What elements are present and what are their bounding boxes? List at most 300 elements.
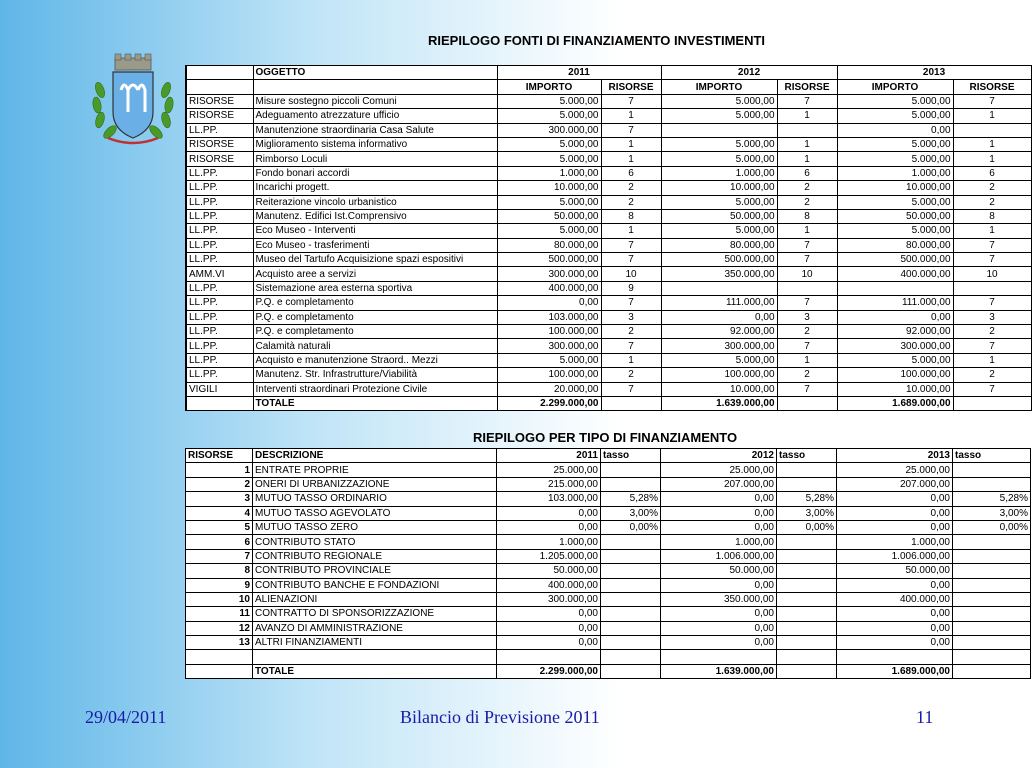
row-value-2013: 0,00	[837, 607, 953, 621]
table-row	[186, 296, 1031, 310]
row-importo-2013: 10.000,00	[837, 382, 953, 396]
row-risorse-2012: 2	[777, 195, 837, 209]
row-oggetto: Rimborso Loculi	[253, 152, 497, 166]
row-value-2011: 0,00	[497, 607, 601, 621]
row-importo-2011: 10.000,00	[497, 181, 601, 195]
table-row	[186, 592, 1031, 606]
row-importo-2012: 5.000,00	[661, 137, 777, 151]
row-value-2012: 50.000,00	[661, 564, 777, 578]
row-tasso-2011	[601, 578, 661, 592]
row-importo-2011: 5.000,00	[497, 94, 601, 108]
row-oggetto: Misure sostegno piccoli Comuni	[253, 94, 497, 108]
row-value-2012: 0,00	[661, 520, 777, 534]
row-importo-2012: 80.000,00	[661, 238, 777, 252]
row-value-2012: 0,00	[661, 578, 777, 592]
row-risorse-2012: 3	[777, 310, 837, 324]
row-risorse-2013: 1	[953, 137, 1031, 151]
row-importo-2012: 50.000,00	[661, 209, 777, 223]
table-row	[186, 195, 1031, 209]
row-number: 5	[186, 520, 253, 534]
row-importo-2011: 0,00	[497, 296, 601, 310]
table-row	[186, 463, 1031, 477]
row-tasso-2011	[601, 549, 661, 563]
row-value-2012: 207.000,00	[661, 477, 777, 491]
row-risorse-2013	[953, 281, 1031, 295]
row-risorse-2013: 1	[953, 353, 1031, 367]
row-value-2013: 207.000,00	[837, 477, 953, 491]
row-value-2011: 0,00	[497, 621, 601, 635]
row-tasso-2011	[601, 535, 661, 549]
row-importo-2012: 0,00	[661, 310, 777, 324]
row-risorse-2011: 2	[601, 368, 661, 382]
row-importo-2011: 300.000,00	[497, 339, 601, 353]
total-label: TOTALE	[253, 664, 497, 678]
row-importo-2011: 5.000,00	[497, 109, 601, 123]
header-tasso: tasso	[777, 449, 837, 463]
row-risorse-2013: 3	[953, 310, 1031, 324]
row-tasso-2012	[777, 477, 837, 491]
row-risorse-2011: 2	[601, 195, 661, 209]
row-importo-2013: 80.000,00	[837, 238, 953, 252]
row-risorse-2013: 7	[953, 382, 1031, 396]
row-risorse-2012: 7	[777, 94, 837, 108]
row-importo-2011: 100.000,00	[497, 368, 601, 382]
row-value-2012: 0,00	[661, 607, 777, 621]
table-row	[186, 549, 1031, 563]
row-value-2012: 350.000,00	[661, 592, 777, 606]
row-oggetto: Miglioramento sistema informativo	[253, 137, 497, 151]
row-oggetto: Acquisto e manutenzione Straord.. Mezzi	[253, 353, 497, 367]
header-year-2011: 2011	[497, 66, 661, 80]
total-2013: 1.689.000,00	[837, 664, 953, 678]
table-row	[186, 238, 1031, 252]
row-tasso-2013	[953, 477, 1031, 491]
row-risorse-2013: 2	[953, 195, 1031, 209]
row-number: 7	[186, 549, 253, 563]
row-importo-2011: 100.000,00	[497, 325, 601, 339]
row-tasso-2012	[777, 636, 837, 650]
row-value-2013: 25.000,00	[837, 463, 953, 477]
row-number: 12	[186, 621, 253, 635]
row-tipo: LL.PP.	[186, 209, 253, 223]
table-row	[186, 535, 1031, 549]
row-oggetto: P.Q. e completamento	[253, 296, 497, 310]
row-importo-2011: 5.000,00	[497, 195, 601, 209]
header-year-2012: 2012	[661, 66, 837, 80]
row-value-2011: 400.000,00	[497, 578, 601, 592]
spacer-cell	[601, 650, 661, 664]
row-risorse-2011: 7	[601, 94, 661, 108]
row-descrizione: ENTRATE PROPRIE	[253, 463, 497, 477]
row-importo-2011: 103.000,00	[497, 310, 601, 324]
row-risorse-2013: 2	[953, 368, 1031, 382]
row-tasso-2013	[953, 578, 1031, 592]
total-blank	[186, 664, 253, 678]
row-tipo: RISORSE	[186, 152, 253, 166]
row-tipo: LL.PP.	[186, 281, 253, 295]
row-risorse-2013: 7	[953, 339, 1031, 353]
header-row-years	[186, 66, 1031, 80]
row-descrizione: CONTRATTO DI SPONSORIZZAZIONE	[253, 607, 497, 621]
row-tasso-2013: 3,00%	[953, 506, 1031, 520]
table-row	[186, 353, 1031, 367]
total-label: TOTALE	[253, 396, 497, 410]
row-risorse-2013: 6	[953, 166, 1031, 180]
header-risorse: RISORSE	[186, 449, 253, 463]
table-row	[186, 607, 1031, 621]
row-importo-2012: 5.000,00	[661, 353, 777, 367]
total-blank	[953, 664, 1031, 678]
row-descrizione: MUTUO TASSO ZERO	[253, 520, 497, 534]
row-tasso-2013	[953, 549, 1031, 563]
row-risorse-2012: 2	[777, 368, 837, 382]
row-oggetto: Eco Museo - Interventi	[253, 224, 497, 238]
row-number: 4	[186, 506, 253, 520]
row-importo-2011: 5.000,00	[497, 353, 601, 367]
row-number: 2	[186, 477, 253, 491]
row-value-2012: 1.000,00	[661, 535, 777, 549]
row-tasso-2012: 3,00%	[777, 506, 837, 520]
header-descrizione: DESCRIZIONE	[253, 449, 497, 463]
row-tipo: LL.PP.	[186, 353, 253, 367]
row-tipo: LL.PP.	[186, 123, 253, 137]
row-importo-2011: 300.000,00	[497, 123, 601, 137]
row-oggetto: Acquisto aree a servizi	[253, 267, 497, 281]
table-row	[186, 477, 1031, 491]
header-importo: IMPORTO	[661, 80, 777, 94]
row-risorse-2012: 6	[777, 166, 837, 180]
row-risorse-2013: 7	[953, 94, 1031, 108]
row-importo-2013: 400.000,00	[837, 267, 953, 281]
table-row	[186, 281, 1031, 295]
row-risorse-2011: 7	[601, 296, 661, 310]
row-value-2013: 0,00	[837, 492, 953, 506]
row-importo-2011: 1.000,00	[497, 166, 601, 180]
row-value-2013: 400.000,00	[837, 592, 953, 606]
total-blank	[186, 396, 253, 410]
row-importo-2013: 5.000,00	[837, 109, 953, 123]
row-importo-2012: 5.000,00	[661, 94, 777, 108]
row-importo-2011: 80.000,00	[497, 238, 601, 252]
row-tasso-2013	[953, 621, 1031, 635]
header-tasso: tasso	[601, 449, 661, 463]
row-value-2013: 1.000,00	[837, 535, 953, 549]
table-row	[186, 166, 1031, 180]
row-risorse-2013: 7	[953, 238, 1031, 252]
spacer-cell	[186, 650, 253, 664]
row-risorse-2011: 10	[601, 267, 661, 281]
row-descrizione: CONTRIBUTO STATO	[253, 535, 497, 549]
row-risorse-2011: 8	[601, 209, 661, 223]
row-importo-2012: 92.000,00	[661, 325, 777, 339]
row-tasso-2012	[777, 621, 837, 635]
row-risorse-2012: 10	[777, 267, 837, 281]
row-risorse-2013: 7	[953, 253, 1031, 267]
row-risorse-2011: 2	[601, 181, 661, 195]
row-tasso-2013	[953, 636, 1031, 650]
row-value-2013: 0,00	[837, 578, 953, 592]
row-risorse-2011: 1	[601, 152, 661, 166]
table-row	[186, 123, 1031, 137]
row-oggetto: Adeguamento atrezzature ufficio	[253, 109, 497, 123]
row-value-2012: 1.006.000,00	[661, 549, 777, 563]
row-importo-2011: 5.000,00	[497, 152, 601, 166]
table-row	[186, 253, 1031, 267]
row-risorse-2011: 7	[601, 253, 661, 267]
row-value-2013: 0,00	[837, 520, 953, 534]
investment-sources-table	[185, 65, 1032, 411]
row-descrizione: ALIENAZIONI	[253, 592, 497, 606]
row-risorse-2011: 1	[601, 109, 661, 123]
row-number: 10	[186, 592, 253, 606]
row-importo-2011: 20.000,00	[497, 382, 601, 396]
row-tasso-2011	[601, 621, 661, 635]
row-tipo: LL.PP.	[186, 181, 253, 195]
table-row	[186, 109, 1031, 123]
row-tipo: LL.PP.	[186, 296, 253, 310]
row-importo-2012: 10.000,00	[661, 181, 777, 195]
table-row	[186, 224, 1031, 238]
total-row	[186, 664, 1031, 678]
row-value-2011: 0,00	[497, 636, 601, 650]
row-importo-2012: 5.000,00	[661, 224, 777, 238]
total-2013: 1.689.000,00	[837, 396, 953, 410]
row-importo-2012: 10.000,00	[661, 382, 777, 396]
header-year-2012: 2012	[661, 449, 777, 463]
row-number: 9	[186, 578, 253, 592]
row-risorse-2012: 1	[777, 353, 837, 367]
header-risorse: RISORSE	[777, 80, 837, 94]
spacer-cell	[253, 650, 497, 664]
row-risorse-2012: 7	[777, 339, 837, 353]
row-tasso-2013	[953, 607, 1031, 621]
row-oggetto: Eco Museo - trasferimenti	[253, 238, 497, 252]
row-importo-2013	[837, 281, 953, 295]
row-importo-2011: 5.000,00	[497, 137, 601, 151]
table-row	[186, 506, 1031, 520]
spacer-cell	[661, 650, 777, 664]
footer-title: Bilancio di Previsione 2011	[400, 707, 600, 727]
row-importo-2013: 0,00	[837, 310, 953, 324]
row-tipo: VIGILI	[186, 382, 253, 396]
row-tasso-2013: 0,00%	[953, 520, 1031, 534]
row-risorse-2013: 8	[953, 209, 1031, 223]
row-number: 1	[186, 463, 253, 477]
row-importo-2012: 111.000,00	[661, 296, 777, 310]
row-risorse-2013: 2	[953, 325, 1031, 339]
row-importo-2013: 500.000,00	[837, 253, 953, 267]
table-row	[186, 368, 1031, 382]
row-importo-2012: 5.000,00	[661, 109, 777, 123]
table-row	[186, 325, 1031, 339]
row-risorse-2011: 3	[601, 310, 661, 324]
row-tasso-2013	[953, 564, 1031, 578]
row-risorse-2012	[777, 123, 837, 137]
row-importo-2012: 300.000,00	[661, 339, 777, 353]
row-oggetto: Sistemazione area esterna sportiva	[253, 281, 497, 295]
row-risorse-2012: 2	[777, 325, 837, 339]
header-year-2013: 2013	[837, 66, 1031, 80]
footer-date: 29/04/2011	[85, 707, 167, 727]
row-risorse-2011: 7	[601, 339, 661, 353]
row-importo-2013: 100.000,00	[837, 368, 953, 382]
row-value-2013: 1.006.000,00	[837, 549, 953, 563]
row-oggetto: Fondo bonari accordi	[253, 166, 497, 180]
row-tasso-2013	[953, 535, 1031, 549]
row-oggetto: P.Q. e completamento	[253, 325, 497, 339]
spacer-cell	[953, 650, 1031, 664]
row-number: 11	[186, 607, 253, 621]
row-descrizione: AVANZO DI AMMINISTRAZIONE	[253, 621, 497, 635]
row-value-2011: 0,00	[497, 506, 601, 520]
row-descrizione: MUTUO TASSO AGEVOLATO	[253, 506, 497, 520]
row-tipo: LL.PP.	[186, 253, 253, 267]
row-importo-2011: 400.000,00	[497, 281, 601, 295]
row-importo-2013: 10.000,00	[837, 181, 953, 195]
row-tipo: LL.PP.	[186, 224, 253, 238]
spacer-row	[186, 650, 1031, 664]
total-blank	[777, 396, 837, 410]
row-importo-2012: 100.000,00	[661, 368, 777, 382]
row-importo-2013: 111.000,00	[837, 296, 953, 310]
row-risorse-2012: 1	[777, 152, 837, 166]
row-tasso-2013	[953, 463, 1031, 477]
header-year-2013: 2013	[837, 449, 953, 463]
row-tipo: RISORSE	[186, 94, 253, 108]
row-number: 3	[186, 492, 253, 506]
municipal-coat-of-arms-logo	[88, 50, 178, 150]
row-risorse-2011: 9	[601, 281, 661, 295]
row-risorse-2012: 8	[777, 209, 837, 223]
row-risorse-2012: 1	[777, 224, 837, 238]
table-row	[186, 94, 1031, 108]
row-oggetto: Reiterazione vincolo urbanistico	[253, 195, 497, 209]
row-tasso-2011	[601, 463, 661, 477]
row-importo-2012	[661, 281, 777, 295]
header-blank-cell	[253, 80, 497, 94]
total-2012: 1.639.000,00	[661, 664, 777, 678]
row-value-2011: 50.000,00	[497, 564, 601, 578]
header-blank-cell	[186, 66, 253, 80]
row-value-2011: 25.000,00	[497, 463, 601, 477]
title-tipo-finanziamento: RIEPILOGO PER TIPO DI FINANZIAMENTO	[473, 430, 738, 445]
header-risorse: RISORSE	[601, 80, 661, 94]
total-2011: 2.299.000,00	[497, 396, 601, 410]
row-importo-2013: 5.000,00	[837, 94, 953, 108]
row-importo-2013: 5.000,00	[837, 195, 953, 209]
table-row	[186, 339, 1031, 353]
row-tasso-2011	[601, 607, 661, 621]
header-row-sub	[186, 80, 1031, 94]
tipo-header-row	[186, 449, 1031, 463]
row-number: 8	[186, 564, 253, 578]
row-risorse-2012: 7	[777, 296, 837, 310]
row-importo-2013: 1.000,00	[837, 166, 953, 180]
row-descrizione: CONTRIBUTO REGIONALE	[253, 549, 497, 563]
row-value-2012: 0,00	[661, 492, 777, 506]
row-tipo: RISORSE	[186, 137, 253, 151]
row-importo-2012: 5.000,00	[661, 152, 777, 166]
table-row	[186, 578, 1031, 592]
header-risorse: RISORSE	[953, 80, 1031, 94]
row-tipo: LL.PP.	[186, 310, 253, 324]
row-risorse-2013: 2	[953, 181, 1031, 195]
row-tasso-2011: 5,28%	[601, 492, 661, 506]
row-oggetto: P.Q. e completamento	[253, 310, 497, 324]
row-value-2011: 103.000,00	[497, 492, 601, 506]
row-risorse-2011: 7	[601, 382, 661, 396]
table-row	[186, 621, 1031, 635]
spacer-cell	[837, 650, 953, 664]
row-value-2013: 0,00	[837, 506, 953, 520]
row-value-2011: 1.000,00	[497, 535, 601, 549]
header-year-2011: 2011	[497, 449, 601, 463]
row-value-2013: 0,00	[837, 636, 953, 650]
spacer-cell	[497, 650, 601, 664]
row-tipo: LL.PP.	[186, 238, 253, 252]
row-tasso-2011	[601, 477, 661, 491]
row-importo-2013: 50.000,00	[837, 209, 953, 223]
row-value-2011: 1.205.000,00	[497, 549, 601, 563]
total-2012: 1.639.000,00	[661, 396, 777, 410]
row-value-2013: 0,00	[837, 621, 953, 635]
row-value-2012: 0,00	[661, 621, 777, 635]
total-blank	[601, 664, 661, 678]
row-importo-2011: 500.000,00	[497, 253, 601, 267]
row-tipo: RISORSE	[186, 109, 253, 123]
row-number: 13	[186, 636, 253, 650]
table-row	[186, 152, 1031, 166]
row-importo-2013: 5.000,00	[837, 353, 953, 367]
row-descrizione: CONTRIBUTO BANCHE E FONDAZIONI	[253, 578, 497, 592]
row-descrizione: MUTUO TASSO ORDINARIO	[253, 492, 497, 506]
row-tasso-2011: 0,00%	[601, 520, 661, 534]
row-importo-2012: 1.000,00	[661, 166, 777, 180]
row-importo-2012	[661, 123, 777, 137]
row-risorse-2013: 1	[953, 152, 1031, 166]
header-importo: IMPORTO	[837, 80, 953, 94]
row-importo-2013: 300.000,00	[837, 339, 953, 353]
table-row	[186, 310, 1031, 324]
row-tasso-2012: 0,00%	[777, 520, 837, 534]
row-tasso-2012	[777, 607, 837, 621]
row-tasso-2013: 5,28%	[953, 492, 1031, 506]
row-tipo: LL.PP.	[186, 195, 253, 209]
financing-type-table	[185, 448, 1031, 679]
row-risorse-2012: 1	[777, 137, 837, 151]
row-tasso-2012	[777, 463, 837, 477]
row-risorse-2012: 7	[777, 238, 837, 252]
row-oggetto: Interventi straordinari Protezione Civile	[253, 382, 497, 396]
row-value-2011: 300.000,00	[497, 592, 601, 606]
footer-page-number: 11	[916, 707, 934, 727]
total-blank	[601, 396, 661, 410]
row-oggetto: Museo del Tartufo Acquisizione spazi espositivi	[253, 253, 497, 267]
row-importo-2013: 5.000,00	[837, 152, 953, 166]
row-risorse-2011: 1	[601, 224, 661, 238]
row-value-2013: 50.000,00	[837, 564, 953, 578]
table-row	[186, 492, 1031, 506]
row-risorse-2012: 1	[777, 109, 837, 123]
row-risorse-2013: 7	[953, 296, 1031, 310]
table-row	[186, 520, 1031, 534]
table-row	[186, 636, 1031, 650]
row-descrizione: CONTRIBUTO PROVINCIALE	[253, 564, 497, 578]
row-value-2011: 215.000,00	[497, 477, 601, 491]
row-tasso-2012	[777, 535, 837, 549]
row-tipo: LL.PP.	[186, 368, 253, 382]
total-2011: 2.299.000,00	[497, 664, 601, 678]
